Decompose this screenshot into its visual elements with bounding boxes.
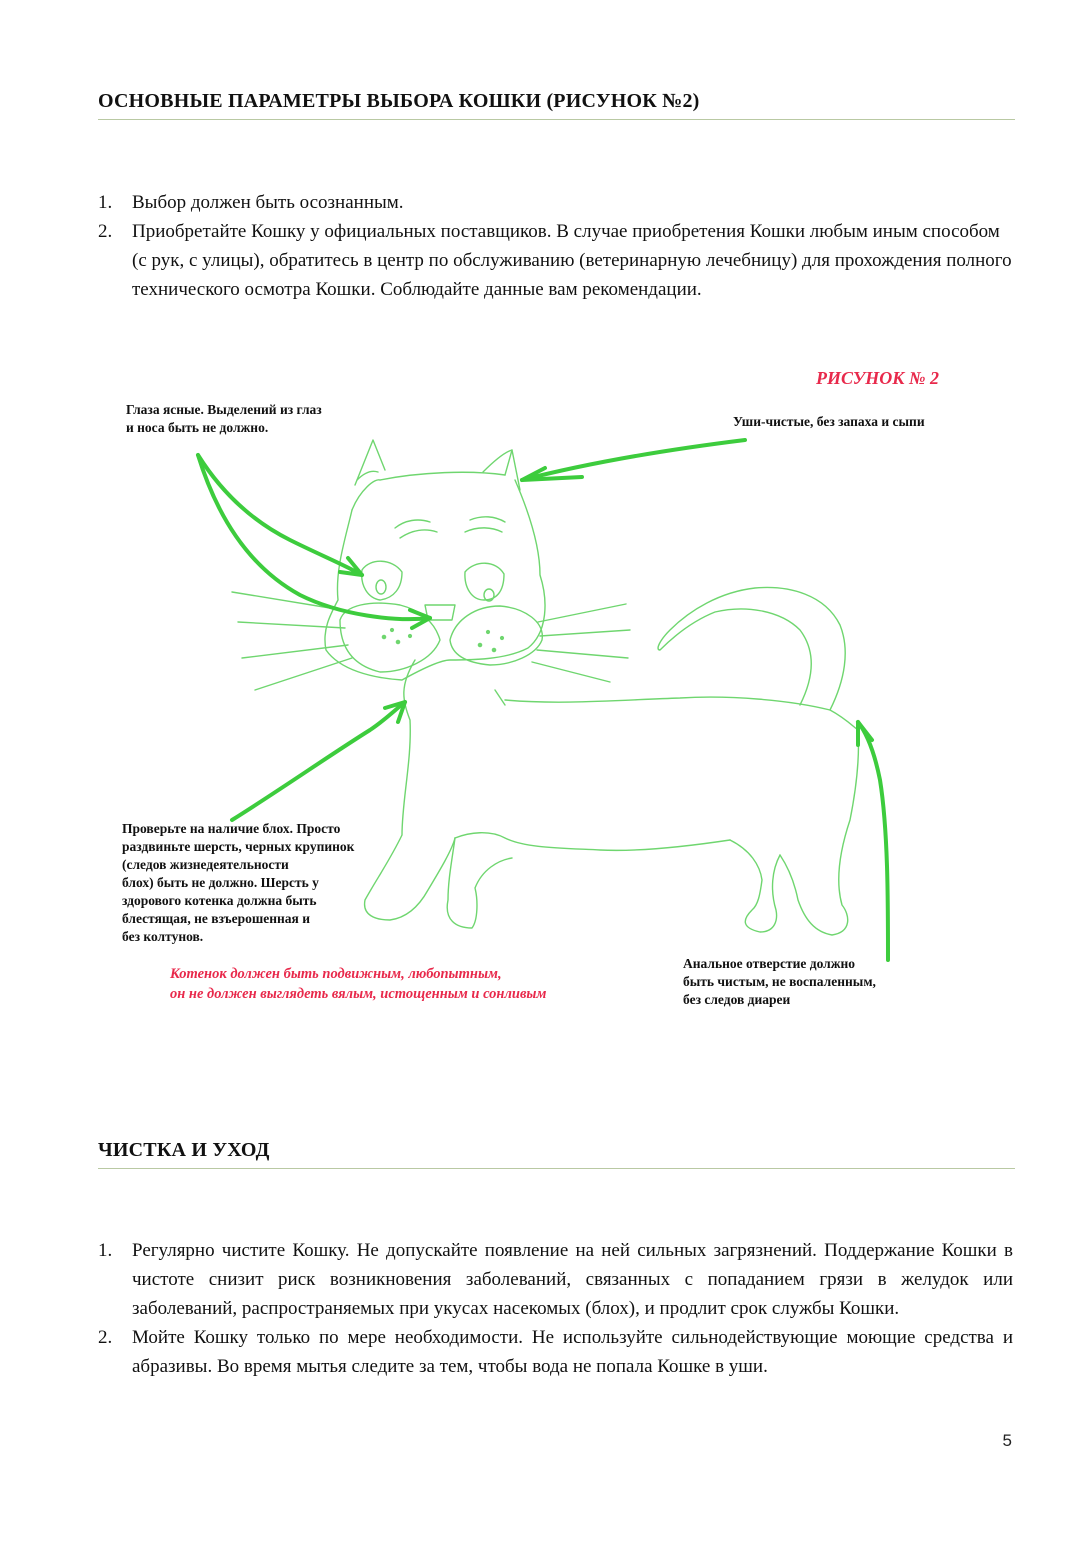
list-item-text: Выбор должен быть осознанным. [132, 192, 404, 213]
kitten-warning: Котенок должен быть подвижным, любопытным, он не должен выглядеть вялым, истощенным и сонливым [170, 966, 547, 1002]
section-title-care: ЧИСТКА И УХОД [98, 1139, 1015, 1169]
list-number: 1. [98, 1240, 113, 1261]
selection-list [98, 188, 1013, 304]
figure-caption: РИСУНОК № 2 [816, 368, 939, 388]
list-number: 1. [98, 192, 113, 213]
fleas-label: Проверьте на наличие блох. Просто раздвиньте шерсть, черных крупинок (следов жизнедеятельности блох) быть не должно. Шерсть у здорового котенка должна быть блестящая, не взъерошенная и без колтунов. [122, 821, 355, 944]
care-list [98, 1236, 1013, 1381]
list-item-text: Приобретайте Кошку у официальных поставщиков. В случае приобретения Кошки любым иным способом (с рук, с улицы), обратитесь в центр по обслуживанию (ветеринарную лечебницу) для прохождения полного технического осмотра Кошки. Соблюдайте данные вам рекомендации. [132, 221, 1012, 300]
page-number: 5 [1002, 1431, 1012, 1450]
list-number: 2. [98, 1327, 113, 1348]
eyes-label: Глаза ясные. Выделений из глаз и носа быть не должно. [126, 402, 322, 435]
list-item [98, 1236, 1013, 1323]
list-item [98, 217, 1013, 304]
anal-label: Анальное отверстие должно быть чистым, не воспаленным, без следов диареи [683, 956, 876, 1007]
ears-label: Уши-чистые, без запаха и сыпи [733, 414, 925, 429]
eye-arrow-lower [198, 455, 430, 619]
list-number: 2. [98, 221, 113, 242]
list-item-text: Регулярно чистите Кошку. Не допускайте появление на ней сильных загрязнений. Поддержание Кошки в чистоте снизит риск возникновения заболеваний, связанных с попаданием грязи в желудок или заболеваний, распространяемых при укусах насекомых (блох), и продлит срок службы Кошки. [132, 1240, 1013, 1319]
list-item-text: Мойте Кошку только по мере необходимости. Не используйте сильнодействующие моющие средства и абразивы. Во время мытья следите за тем, чтобы вода не попала Кошке в уши. [132, 1327, 1013, 1377]
list-item [98, 188, 1013, 217]
anal-arrow [858, 722, 888, 960]
ear-arrow [522, 440, 745, 480]
flea-arrow [232, 702, 405, 820]
section-title-selection: ОСНОВНЫЕ ПАРАМЕТРЫ ВЫБОРА КОШКИ (РИСУНОК №2) [98, 90, 1015, 120]
cat-figure [0, 360, 1090, 1040]
list-item [98, 1323, 1013, 1381]
